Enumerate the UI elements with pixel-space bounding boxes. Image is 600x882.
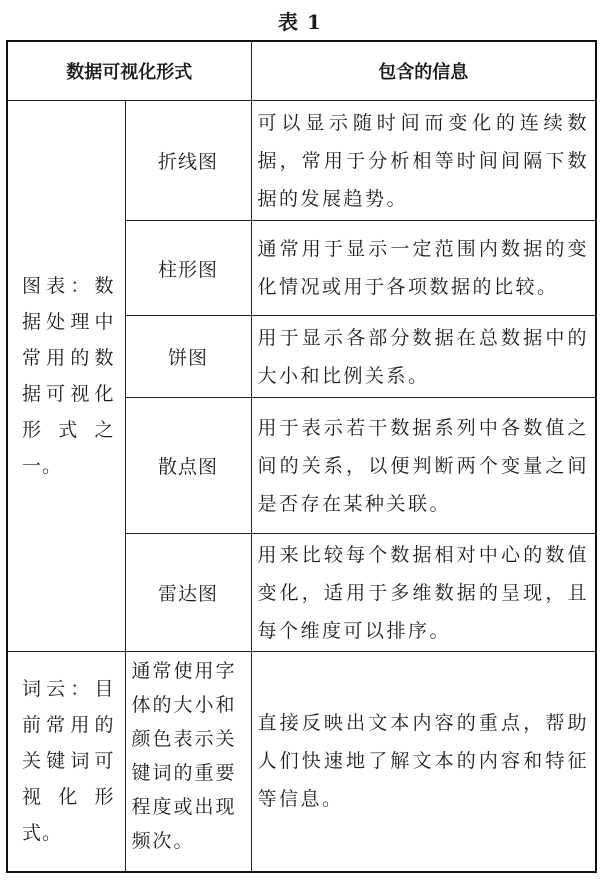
header-row	[7, 41, 596, 101]
table-caption: 表 1	[278, 10, 322, 34]
chart-type-info: 用于显示各部分数据在总数据中的大小和比例关系。	[251, 316, 596, 398]
chart-type-name: 柱形图	[125, 221, 251, 316]
chart-type-info: 通常用于显示一定范围内数据的变化情况或用于各项数据的比较。	[251, 221, 596, 316]
word-cloud-category-cell: 词云：目前常用的关键词可视化形式。	[7, 652, 125, 872]
chart-type-info: 可以显示随时间而变化的连续数据，常用于分析相等时间间隔下数据的发展趋势。	[251, 101, 596, 221]
header-info: 包含的信息	[251, 41, 596, 101]
word-cloud-description: 通常使用字体的大小和颜色表示关键词的重要程度或出现频次。	[125, 652, 251, 872]
word-cloud-info: 直接反映出文本内容的重点，帮助人们快速地了解文本的内容和特征等信息。	[251, 652, 596, 872]
chart-category-cell: 图表：数据处理中常用的数据可视化形式之一。	[7, 101, 125, 652]
header-form: 数据可视化形式	[7, 41, 251, 101]
chart-type-info: 用来比较每个数据相对中心的数值变化，适用于多维数据的呈现，且每个维度可以排序。	[251, 534, 596, 652]
chart-type-name: 散点图	[125, 398, 251, 534]
chart-type-name: 饼图	[125, 316, 251, 398]
table-row	[7, 652, 596, 872]
chart-type-name: 折线图	[125, 101, 251, 221]
chart-type-info: 用于表示若干数据系列中各数值之间的关系，以便判断两个变量之间是否存在某种关联。	[251, 398, 596, 534]
visualization-table	[6, 40, 597, 873]
table-row	[7, 101, 596, 221]
chart-type-name: 雷达图	[125, 534, 251, 652]
